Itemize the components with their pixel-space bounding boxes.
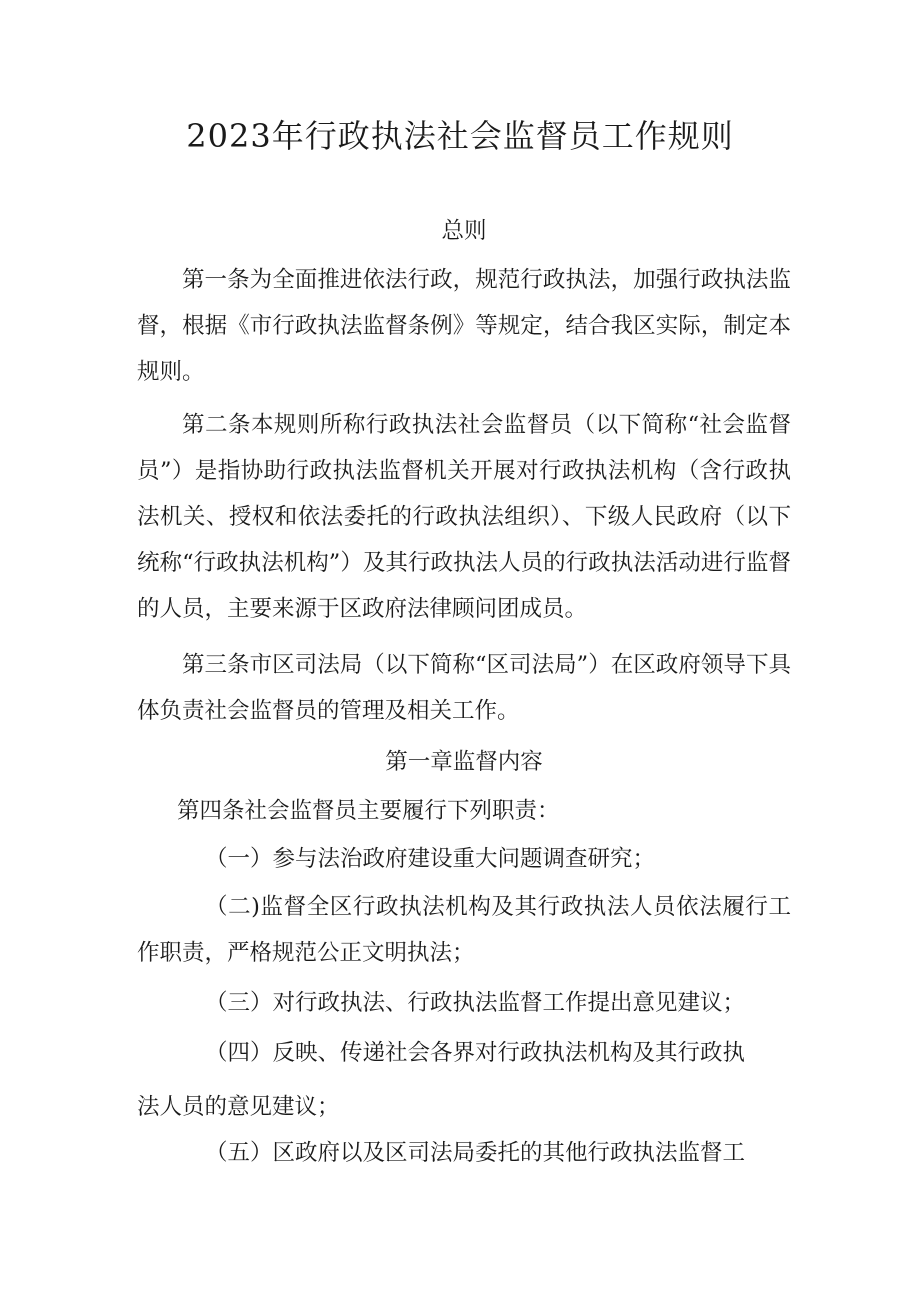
duty-item-3: （三）对行政执法、行政执法监督工作提出意见建议； (205, 990, 746, 1016)
article-2: 第二条本规则所称行政执法社会监督员（以下简称“社会监督员”）是指协助行政执法监督机关开展对行政执法机构（含行政执法机关、授权和依法委托的行政执法组织）、下级人民政府（以下统称“行政执法机构”）及其行政执法人员的行政执法活动进行监督的人员，主要来源于区政府法律顾问团成员。 (137, 412, 791, 622)
document-title: 2023年行政执法社会监督员工作规则 (186, 117, 734, 155)
duty-item-1: （一）参与法治政府建设重大问题调查研究； (205, 846, 656, 872)
duty-item-5: （五）区政府以及区司法局委托的其他行政执法监督工 (205, 1140, 746, 1166)
article-3: 第三条市区司法局（以下简称“区司法局”）在区政府领导下具体负责社会监督员的管理及相关工作。 (137, 652, 791, 724)
chapter-heading-1: 第一章监督内容 (385, 749, 543, 775)
section-heading-general: 总则 (441, 218, 487, 244)
article-1: 第一条为全面推进依法行政，规范行政执法，加强行政执法监督，根据《市行政执法监督条例》等规定，结合我区实际，制定本规则。 (137, 267, 791, 385)
duty-item-2: （二)监督全区行政执法机构及其行政执法人员依法履行工作职责，严格规范公正文明执法； (137, 894, 791, 966)
article-4: 第四条社会监督员主要履行下列职责： (177, 798, 560, 824)
duty-item-4-line-2: 法人员的意见建议； (137, 1094, 340, 1120)
duty-item-4-line-1: （四）反映、传递社会各界对行政执法机构及其行政执 (205, 1040, 746, 1066)
